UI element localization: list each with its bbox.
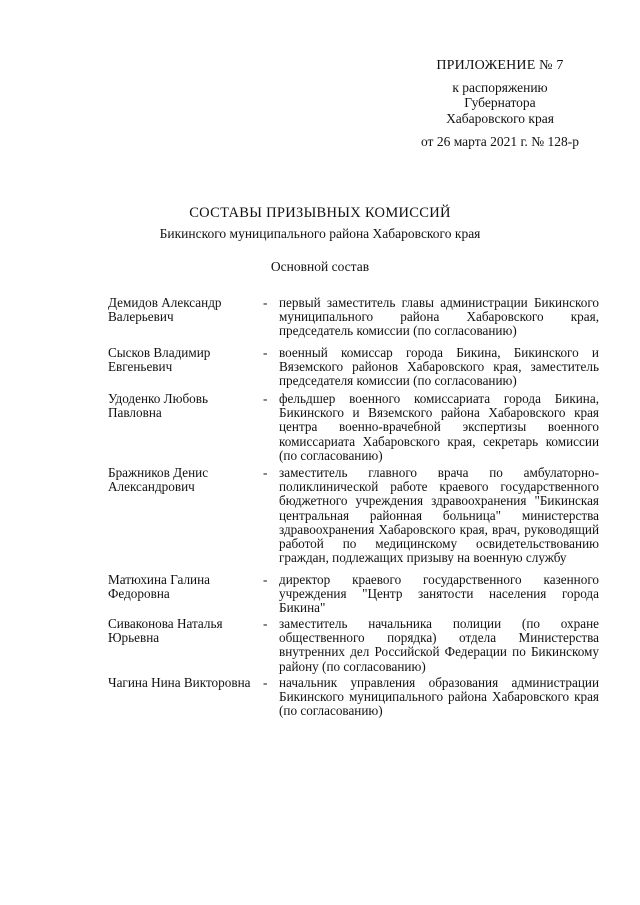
member-role: военный комиссар города Бикина, Бикинского и Вяземского районов Хабаровского края, заместитель председателя комиссии (по согласованию)	[279, 345, 599, 389]
members-list	[108, 296, 608, 722]
member-dash: -	[263, 675, 268, 690]
appendix-line-2: Губернатора	[464, 95, 536, 110]
member-name: Бражников Денис Александрович	[108, 465, 209, 495]
appendix-date: от 26 марта 2021 г. № 128-р	[420, 134, 580, 149]
member-dash: -	[263, 465, 268, 480]
member-role: начальник управления образования администрации Бикинского муниципального района Хабаровского края (по согласованию)	[279, 675, 599, 719]
member-role: фельдшер военного комиссариата города Бикина, Бикинского и Вяземского района Хабаровского края центра военно-врачебной экспертизы военного комиссариата Хабаровского края, секретарь комиссии (по согласованию)	[279, 391, 599, 463]
appendix-line-3: Хабаровского края	[446, 110, 554, 126]
member-role: заместитель начальника полиции (по охране общественного порядка) отдела Министерства внутренних дел Российской Федерации по Бикинскому району (по согласованию)	[279, 616, 599, 674]
member-row	[108, 676, 608, 722]
member-dash: -	[263, 391, 268, 406]
member-dash: -	[263, 345, 268, 360]
member-row	[108, 573, 608, 617]
member-dash: -	[263, 295, 268, 310]
member-name: Матюхина Галина Федоровна	[108, 572, 211, 602]
member-row	[108, 296, 608, 346]
member-name: Сиваконова Наталья Юрьевна	[108, 616, 223, 646]
document-title: СОСТАВЫ ПРИЗЫВНЫХ КОМИССИЙ	[189, 205, 451, 221]
member-row	[108, 617, 608, 676]
member-row	[108, 346, 608, 392]
member-name: Сысков Владимир Евгеньевич	[108, 345, 211, 375]
section-heading: Основной состав	[270, 259, 370, 274]
appendix-block	[400, 58, 600, 150]
appendix-line-1: к распоряжению	[452, 79, 548, 95]
member-dash: -	[263, 616, 268, 631]
member-name: Удоденко Любовь Павловна	[108, 391, 208, 421]
member-row	[108, 466, 608, 573]
member-role: заместитель главного врача по амбулаторно-поликлинической работе краевого государственного бюджетного учреждения здравоохранения "Бикинская центральная районная больница" министерства здравоохранения Хабаровского края, врач, руководящий работой по медицинскому освидетельствованию граждан, подлежащих призыву на военную службу	[279, 465, 599, 566]
document-subtitle: Бикинского муниципального района Хабаровского края	[159, 226, 481, 241]
member-name: Демидов Александр Валерьевич	[108, 295, 222, 325]
member-row	[108, 392, 608, 466]
member-role: директор краевого государственного казенного учреждения "Центр занятости населения города Бикина"	[279, 572, 599, 616]
member-role: первый заместитель главы администрации Бикинского муниципального района Хабаровского края, председатель комиссии (по согласованию)	[279, 295, 599, 339]
appendix-number: ПРИЛОЖЕНИЕ № 7	[436, 58, 564, 73]
member-name: Чагина Нина Викторовна	[108, 675, 251, 690]
member-dash: -	[263, 572, 268, 587]
